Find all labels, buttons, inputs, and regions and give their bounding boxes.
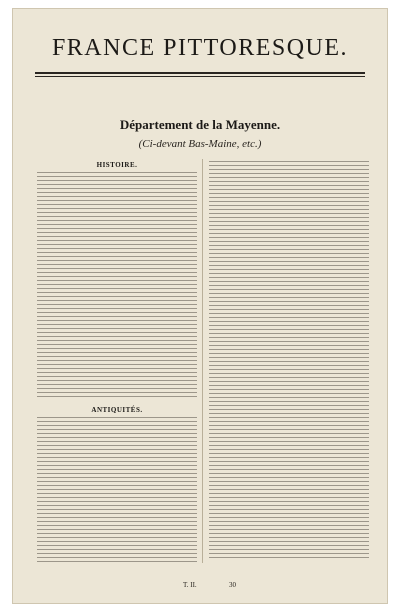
- masthead-title: FRANCE PITTORESQUE.: [51, 35, 349, 61]
- magazine-page: [12, 8, 388, 604]
- footer-page-number: 30: [229, 581, 236, 589]
- right-text-block: [209, 161, 369, 561]
- left-column: [37, 159, 197, 563]
- department-title: Département de la Mayenne.: [119, 117, 281, 132]
- masthead-rule: [35, 72, 365, 74]
- history-heading: HISTOIRE.: [96, 161, 138, 169]
- masthead-rule-thin: [35, 76, 365, 77]
- department-subtitle: (Ci-devant Bas-Maine, etc.): [138, 138, 262, 150]
- column-divider: [202, 159, 203, 563]
- footer-signature: T. II.: [183, 581, 197, 589]
- antiquities-heading: ANTIQUITÉS.: [91, 406, 143, 414]
- right-column: [209, 159, 369, 563]
- antiquities-text-block: [37, 417, 197, 563]
- history-text-block: [37, 172, 197, 400]
